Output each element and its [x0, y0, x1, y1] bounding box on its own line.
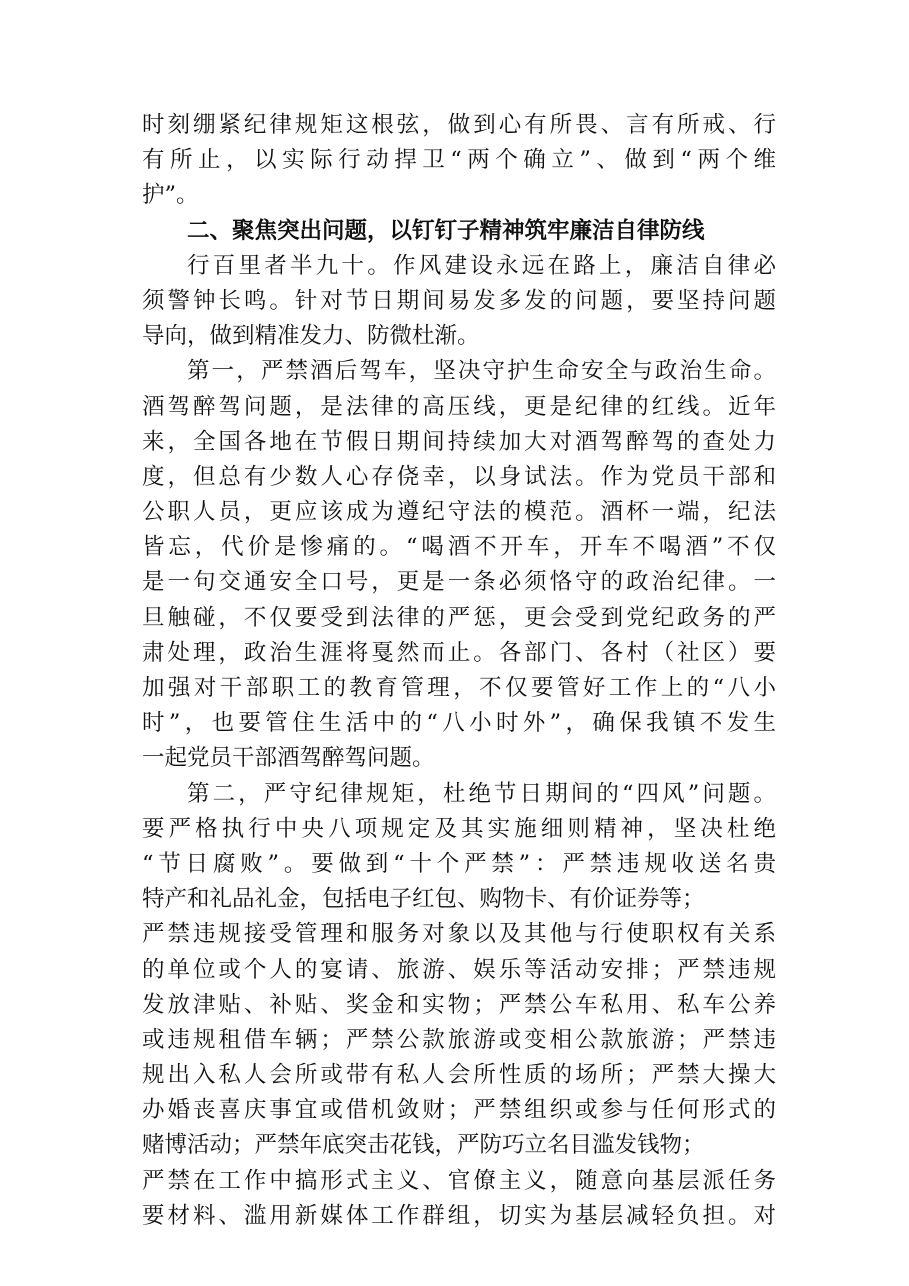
- text-line: 肃处理，政治生涯将戛然而止。各部门、各村（社区）要: [142, 639, 776, 666]
- text-line: 要材料、滥用新媒体工作群组，切实为基层减轻负担。对: [142, 1202, 776, 1229]
- text-line: 公职人员，更应该成为遵纪守法的模范。酒杯一端，纪法: [142, 499, 776, 526]
- text-line: 时”，也要管住生活中的“八小时外”，确保我镇不发生: [142, 710, 776, 737]
- text-line: 发放津贴、补贴、奖金和实物；严禁公车私用、私车公养: [142, 991, 776, 1018]
- text-line: 须警钟长鸣。针对节日期间易发多发的问题，要坚持问题: [142, 287, 776, 314]
- text-line: 时刻绷紧纪律规矩这根弦，做到心有所畏、言有所戒、行: [142, 112, 776, 138]
- text-line: 要严格执行中央八项规定及其实施细则精神，坚决杜绝: [142, 815, 776, 842]
- text-line: 护”。: [142, 182, 199, 209]
- text-line: 严禁违规接受管理和服务对象以及其他与行使职权有关系: [142, 921, 776, 948]
- document-page: [142, 108, 776, 1234]
- section-heading: 二、聚焦突出问题，以钉钉子精神筑牢廉洁自律防线: [187, 217, 705, 244]
- text-line: 一起党员干部酒驾醉驾问题。: [142, 745, 435, 772]
- text-line: 办婚丧喜庆事宜或借机敛财；严禁组织或参与任何形式的: [142, 1097, 776, 1124]
- text-line: 度，但总有少数人心存侥幸，以身试法。作为党员干部和: [142, 463, 776, 490]
- text-line: 皆忘，代价是惨痛的。“喝酒不开车，开车不喝酒”不仅: [142, 534, 776, 561]
- text-line: 赌博活动；严禁年底突击花钱，严防巧立名目滥发钱物；: [142, 1132, 705, 1159]
- text-line: 严禁在工作中搞形式主义、官僚主义，随意向基层派任务: [142, 1167, 776, 1194]
- text-line: 规出入私人会所或带有私人会所性质的场所；严禁大操大: [142, 1062, 776, 1089]
- text-line: 酒驾醉驾问题，是法律的高压线，更是纪律的红线。近年: [142, 393, 776, 420]
- text-line: 加强对干部职工的教育管理，不仅要管好工作上的“八小: [142, 675, 776, 701]
- text-line: 第一，严禁酒后驾车，坚决守护生命安全与政治生命。: [187, 358, 776, 385]
- text-line: 有所止，以实际行动捍卫“两个确立”、做到“两个维: [142, 147, 776, 174]
- text-line: 第二，严守纪律规矩，杜绝节日期间的“四风”问题。: [187, 780, 776, 807]
- text-line: 来，全国各地在节假日期间持续加大对酒驾醉驾的查处力: [142, 428, 776, 455]
- text-line: 特产和礼品礼金，包括电子红包、购物卡、有价证券等；: [142, 886, 705, 913]
- text-line: 旦触碰，不仅要受到法律的严惩，更会受到党纪政务的严: [142, 604, 776, 631]
- text-line: 是一句交通安全口号，更是一条必须恪守的政治纪律。一: [142, 569, 776, 596]
- text-line: 行百里者半九十。作风建设永远在路上，廉洁自律必: [187, 252, 776, 279]
- text-line: “节日腐败”。要做到“十个严禁”：严禁违规收送名贵: [142, 850, 776, 877]
- text-line: 或违规租借车辆；严禁公款旅游或变相公款旅游；严禁违: [142, 1026, 776, 1053]
- document-body: [142, 108, 776, 1234]
- text-line: 导向，做到精准发力、防微杜渐。: [142, 323, 480, 350]
- text-line: 的单位或个人的宴请、旅游、娱乐等活动安排；严禁违规: [142, 956, 776, 983]
